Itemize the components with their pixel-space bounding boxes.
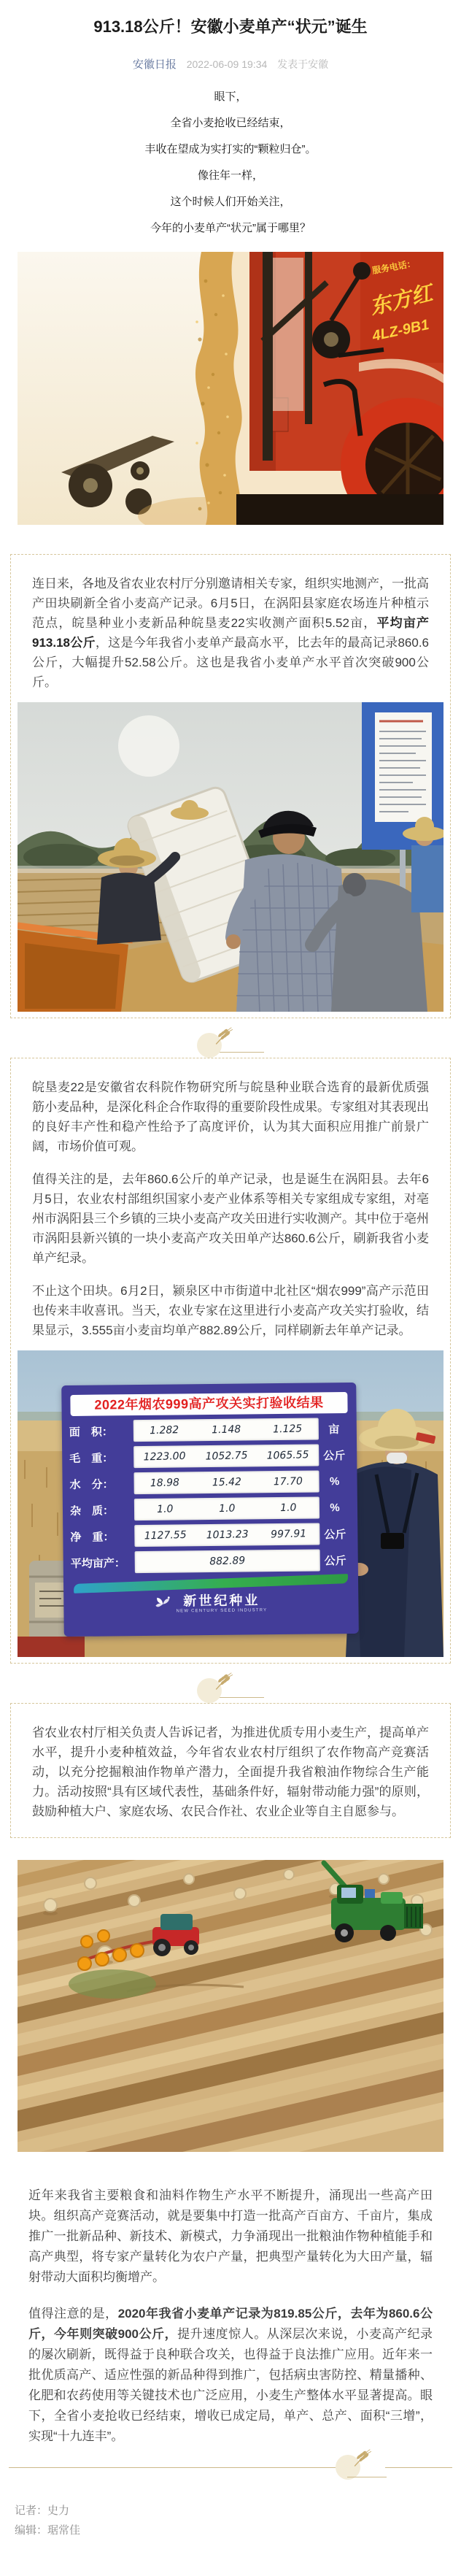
grain-pouring-photo[interactable] [18,702,443,1012]
byline [0,57,461,72]
intro-line: 这个时候人们开始关注， [170,196,291,208]
platform [236,494,443,525]
divider-circle [197,1033,222,1058]
intro-line: 全省小麦抢收已经结束， [170,117,291,129]
section-competition [10,1703,451,1838]
harvester-photo[interactable] [18,252,443,525]
intro-line: 眼下， [214,91,247,103]
section-variety [10,1058,451,1664]
paragraph-variety: 皖垦麦22是安徽省农科院作物研究所与皖垦种业联合选育的最新优质强筋小麦品种，是深化科企合作取得的重要阶段性成果。专家组对其表现出的良好丰产性和稳产性给予了高度评价，认为其大面积应用推广前景广阔，市场价值可观。 [32,1080,429,1153]
board-row-area: 面 积： 1.282 1.148 1.125 亩 [69,1418,349,1442]
publish-datetime: 2022-06-09 19:34 [186,58,268,70]
board-row-net: 净 重： 1127.55 1013.23 997.91 公斤 [70,1523,350,1547]
publish-location: 发表于安徽 [277,58,329,70]
article-page [0,15,461,2557]
board-row-moisture: 水 分： 18.98 15.42 17.70 % [69,1470,349,1495]
divider-line [385,2467,452,2468]
paragraph-highyield: 近年来我省主要粮食和油料作物生产水平不断提升，涌现出一些高产田块。组织高产竞赛活动，就是要集中打造一批高产百亩方、千亩片，集成推广一批新品种、新技术、新模式，力争涌现出一批粮油作物种植能手和高产典型，将专家产量转化为农户产量，把典型产量转化为大田产量，辐射带动大面积均衡增产。 [28,2188,433,2284]
intro-line: 像往年一样， [197,169,263,182]
editor-credit: 编辑：琚常佳 [15,2524,81,2537]
footer-divider [9,2453,452,2482]
results-board [61,1383,359,1637]
intro-line: 今年的小麦单产“状元”属于哪里？ [150,222,311,234]
wheat-icon [213,1026,233,1046]
intro-line: 丰收在望成为实打实的“颗粒归仓”。 [144,143,317,155]
publisher-link[interactable]: 安徽日报 [132,58,177,71]
article-title: 913.18公斤！安徽小麦单产“状元”诞生 [93,18,368,36]
board-row-gross: 毛 重： 1223.00 1052.75 1065.55 公斤 [69,1444,349,1469]
results-board-title: 2022年烟农999高产攻关实打验收结果 [70,1392,347,1416]
paragraph-lastyear: 值得关注的是，去年860.6公斤的单产记录，也是诞生在涡阳县。去年6月5日，农业农村部组织国家小麦产业体系等相关专家组成专家组，对亳州市涡阳县三个乡镇的三块小麦高产攻关田进行实收测产。其中位于亳州市涡阳县新兴镇的一块小麦高产攻关田单产达860.6公斤，刷新我省小麦单产纪录。 [32,1172,429,1265]
signboard-photo[interactable] [18,1350,443,1657]
intro-block [22,84,439,242]
paragraph-competition: 省农业农村厅相关负责人告诉记者，为推进优质专用小麦生产，提高单产水平，提升小麦种植效益，今年省农业农村厅组织了农作物高产竞赛活动，以充分挖掘粮油作物单产潜力，全面提升我省粮油作物综合生产能力。活动按照“具有区域代表性，基础条件好，辐射带动能力强”的原则，鼓励种植大户、家庭农场、农民合作社、农业企业等自主自愿参与。 [32,1726,429,1818]
divider-line [219,1052,264,1053]
reporter-credit: 记者：史力 [15,2504,70,2517]
divider-circle [197,1678,222,1703]
wheat-icon [352,2448,371,2468]
divider-line [219,1697,264,1698]
board-row-average-yield: 平均亩产： 882.89 公斤 [71,1549,351,1574]
wheat-divider [0,1026,461,1058]
wheat-icon [213,1672,233,1691]
board-row-impurity: 杂 质： 1.0 1.0 1.0 % [70,1496,350,1521]
fan-logo-icon [155,1596,171,1612]
model-text: 4LZ-9B1 [371,316,431,345]
brand-text: 东方红 [367,281,435,320]
aerial-field-photo[interactable] [18,1860,443,2152]
paragraph-record: 连日来，各地及省农业农村厅分别邀请相关专家，组织实地测产，一批高产田块刷新全省小麦高产记录。6月5日，在涡阳县家庭农场连片种植示范点，皖垦种业小麦新品种皖垦麦22实收测产面积5.52亩，平均亩产913.18公斤，这是今年我省小麦单产最高水平，比去年的最高记录860.6公斤，大幅提升52.58公斤。这也是我省小麦单产水平首次突破900公斤。 [32,577,430,689]
divider-line [9,2467,336,2468]
section-record [10,554,451,1018]
grass-patch [69,1969,156,1999]
wheat-divider [0,1671,461,1703]
service-phone-text: 服务电话： [371,258,417,276]
paragraph-conclusion: 值得注意的是，2020年我省小麦单产记录为819.85公斤，去年为860.6公斤，今年则突破900公斤，提升速度惊人。从深层次来说，小麦高产纪录的屡次刷新，既得益于良种联合攻关，也得益于良法推广应用。近年来一批优质高产、适应性强的新品种得到推广，包括病虫害防控、精量播种、化肥和农药使用等关键技术也广泛应用，小麦生产整体水平显著提高。眼下，全省小麦抢收已经结束，增收已成定局，单产、总产、面积“三增”，实现“十九连丰”。 [28,2307,433,2443]
seed-company-logo: 新世纪种业 NEW CENTURY SEED INDUSTRY [63,1592,358,1615]
credits [15,2501,461,2540]
paragraph-yingquan: 不止这个田块。6月2日，颍泉区中市街道中北社区“烟农999”高产示范田也传来丰收喜讯。当天，农业专家在这里进行小麦高产攻关实打验收，结果显示，3.555亩小麦亩均单产882.89公斤，同样刷新去年单产记录。 [32,1284,429,1337]
board-wave-stripe [74,1574,348,1593]
